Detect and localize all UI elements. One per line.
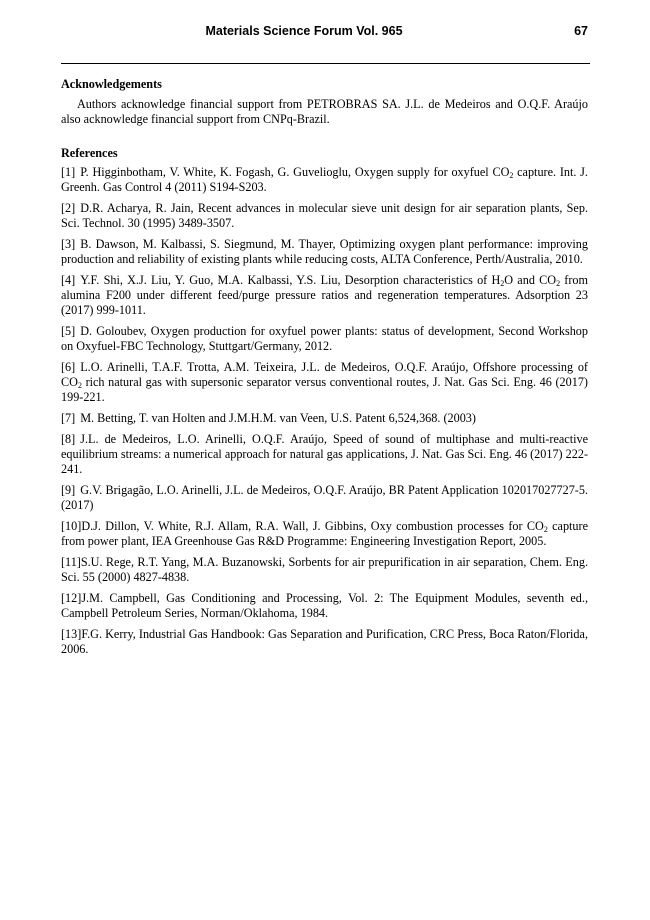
acknowledgements-text: Authors acknowledge financial support from PETROBRAS SA. J.L. de Medeiros and O.Q.F. Araújo also acknowledge financial support from CNPq-Brazil. xyxy=(61,97,588,126)
reference-item xyxy=(61,273,588,318)
reference-text: capture. Int. J. Greenh. Gas Control 4 (2011) S194-S203. xyxy=(61,165,588,194)
reference-text: L.O. Arinelli, T.A.F. Trotta, A.M. Teixeira, J.L. de Medeiros, O.Q.F. Araújo, Offshore processing of CO xyxy=(61,360,588,389)
page-header xyxy=(0,24,650,42)
reference-text: M. Betting, T. van Holten and J.M.H.M. van Veen, U.S. Patent 6,524,368. (2003) xyxy=(80,411,476,425)
reference-text: J.M. Campbell, Gas Conditioning and Processing, Vol. 2: The Equipment Modules, seventh ed., Campbell Petroleum Series, Norman/Oklahoma, 1984. xyxy=(61,591,588,620)
reference-text: J.L. de Medeiros, L.O. Arinelli, O.Q.F. Araújo, Speed of sound of multiphase and multi-reactive equilibrium streams: a numerical approach for natural gas applications, J. Nat. Gas Sci. Eng. 46 (2017) 222-241. xyxy=(61,432,588,476)
reference-number: [13] xyxy=(61,627,82,641)
reference-item xyxy=(61,432,588,477)
reference-text: Y.F. Shi, X.J. Liu, Y. Guo, M.A. Kalbassi, Y.S. Liu, Desorption characteristics of H xyxy=(80,273,501,287)
reference-text: O and CO xyxy=(504,273,557,287)
subscript: 2 xyxy=(543,525,548,534)
reference-item xyxy=(61,627,588,657)
reference-number: [2] xyxy=(61,201,76,215)
reference-text: D. Goloubev, Oxygen production for oxyfuel power plants: status of development, Second Workshop on Oxyfuel-FBC Technology, Stuttgart/Germany, 2012. xyxy=(61,324,588,353)
reference-item xyxy=(61,555,588,585)
reference-item xyxy=(61,165,588,195)
reference-number: [11] xyxy=(61,555,81,569)
reference-item xyxy=(61,411,588,426)
reference-item xyxy=(61,519,588,549)
reference-text: rich natural gas with supersonic separator versus conventional routes, J. Nat. Gas Sci. Eng. 46 (2017) 199-221. xyxy=(61,375,588,404)
reference-number: [9] xyxy=(61,483,76,497)
reference-text: S.U. Rege, R.T. Yang, M.A. Buzanowski, Sorbents for air prepurification in air separation, Chem. Eng. Sci. 55 (2000) 4827-4838. xyxy=(61,555,588,584)
reference-number: [7] xyxy=(61,411,76,425)
reference-number: [8] xyxy=(61,432,76,446)
reference-item xyxy=(61,360,588,405)
reference-list xyxy=(61,165,588,657)
header-rule xyxy=(61,63,590,64)
reference-number: [3] xyxy=(61,237,76,251)
reference-number: [10] xyxy=(61,519,82,533)
reference-text: G.V. Brigagão, L.O. Arinelli, J.L. de Medeiros, O.Q.F. Araújo, BR Patent Application 102017027727-5. (2017) xyxy=(61,483,588,512)
reference-text: D.R. Acharya, R. Jain, Recent advances in molecular sieve unit design for air separation plants, Sep. Sci. Technol. 30 (1995) 3489-3507. xyxy=(61,201,588,230)
reference-text: P. Higginbotham, V. White, K. Fogash, G. Guvelioglu, Oxygen supply for oxyfuel CO xyxy=(80,165,510,179)
reference-text: from alumina F200 under different feed/purge pressure ratios and regeneration temperatures. Adsorption 23 (2017) 999-1011. xyxy=(61,273,588,317)
journal-title: Materials Science Forum Vol. 965 xyxy=(205,24,403,38)
reference-item xyxy=(61,324,588,354)
reference-number: [4] xyxy=(61,273,76,287)
reference-item xyxy=(61,237,588,267)
subscript: 2 xyxy=(556,279,561,288)
reference-item xyxy=(61,201,588,231)
subscript: 2 xyxy=(500,279,505,288)
reference-text: B. Dawson, M. Kalbassi, S. Siegmund, M. Thayer, Optimizing oxygen plant performance: improving production and reliability of existing plants while reducing costs, ALTA Conference, Perth/Australia, 2010. xyxy=(61,237,588,266)
acknowledgements-heading: Acknowledgements xyxy=(61,77,162,91)
reference-number: [5] xyxy=(61,324,76,338)
reference-text: F.G. Kerry, Industrial Gas Handbook: Gas Separation and Purification, CRC Press, Boca Raton/Florida, 2006. xyxy=(61,627,588,656)
page-body xyxy=(61,77,588,663)
reference-number: [6] xyxy=(61,360,76,374)
subscript: 2 xyxy=(509,171,514,180)
reference-number: [1] xyxy=(61,165,76,179)
reference-item xyxy=(61,591,588,621)
reference-item xyxy=(61,483,588,513)
reference-number: [12] xyxy=(61,591,82,605)
subscript: 2 xyxy=(77,381,82,390)
references-heading: References xyxy=(61,146,118,160)
page-number: 67 xyxy=(574,24,588,38)
reference-text: capture from power plant, IEA Greenhouse Gas R&D Programme: Engineering Investigation Report, 2005. xyxy=(61,519,588,548)
reference-text: D.J. Dillon, V. White, R.J. Allam, R.A. Wall, J. Gibbins, Oxy combustion processes for CO xyxy=(81,519,544,533)
